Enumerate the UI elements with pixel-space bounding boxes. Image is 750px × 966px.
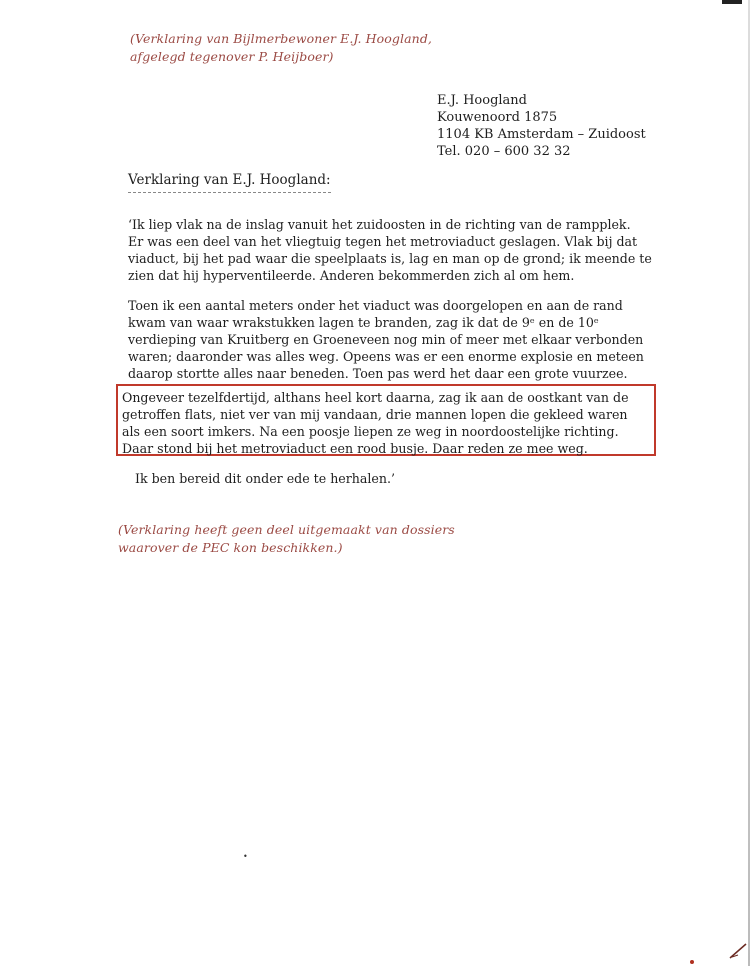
paragraph-line: Toen ik een aantal meters onder het viaduct was doorgelopen en aan de rand [128, 298, 623, 313]
header-note-line-2: afgelegd tegenover P. Heijboer) [130, 49, 334, 64]
address-name: E.J. Hoogland [437, 93, 528, 108]
paragraph-line: Ik ben bereid dit onder ede te herhalen.’ [135, 471, 395, 486]
footer-note [118, 521, 455, 557]
address-block [437, 92, 646, 160]
address-city: 1104 KB Amsterdam – Zuidoost [437, 127, 646, 142]
paragraph-line: viaduct, bij het pad waar die speelplaats is, lag en man op de grond; ik meende te [128, 251, 652, 266]
paragraph-line: getroffen flats, niet ver van mij vandaan, drie mannen lopen die gekleed waren [122, 407, 628, 422]
header-note [130, 30, 432, 66]
paragraph-line: Ongeveer tezelfdertijd, althans heel kort daarna, zag ik aan de oostkant van de [122, 390, 629, 405]
paragraph-line: als een soort imkers. Na een poosje liepen ze weg in noordoostelijke richting. [122, 424, 619, 439]
paragraph-line: daarop stortte alles naar beneden. Toen pas werd het daar een grote vuurzee. [128, 366, 628, 381]
footer-note-line-2: waarover de PEC kon beschikken.) [118, 540, 343, 555]
paragraph-3-highlighted [122, 389, 629, 457]
footer-note-line-1: (Verklaring heeft geen deel uitgemaakt van dossiers [118, 522, 455, 537]
header-note-line-1: (Verklaring van Bijlmerbewoner E.J. Hoogland, [130, 31, 433, 46]
paragraph-line: Daar stond bij het metroviaduct een rood busje. Daar reden ze mee weg. [122, 441, 588, 456]
address-phone: Tel. 020 – 600 32 32 [437, 144, 571, 159]
paragraph-line: Er was een deel van het vliegtuig tegen het metroviaduct geslagen. Vlak bij dat [128, 234, 638, 249]
address-street: Kouwenoord 1875 [437, 110, 558, 125]
paragraph-4 [135, 470, 395, 487]
scan-artifact-top [722, 0, 742, 4]
paragraph-1 [128, 216, 652, 284]
scan-speck: • [243, 852, 248, 861]
corner-red-dot [690, 960, 694, 964]
paragraph-line: kwam van waar wrakstukken lagen te branden, zag ik dat de 9ᵉ en de 10ᵉ [128, 315, 599, 330]
paragraph-2 [128, 297, 644, 382]
paragraph-line: verdieping van Kruitberg en Groeneveen nog min of meer met elkaar verbonden [128, 332, 644, 347]
paragraph-line: waren; daaronder was alles weg. Opeens was er een enorme explosie en meteen [128, 349, 644, 364]
paragraph-line: zien dat hij hyperventileerde. Anderen bekommerden zich al om hem. [128, 268, 575, 283]
statement-heading: Verklaring van E.J. Hoogland: [128, 172, 331, 193]
paragraph-line: ‘Ik liep vlak na de inslag vanuit het zuidoosten in de richting van de rampplek. [128, 217, 631, 232]
corner-pen-mark [728, 940, 748, 960]
